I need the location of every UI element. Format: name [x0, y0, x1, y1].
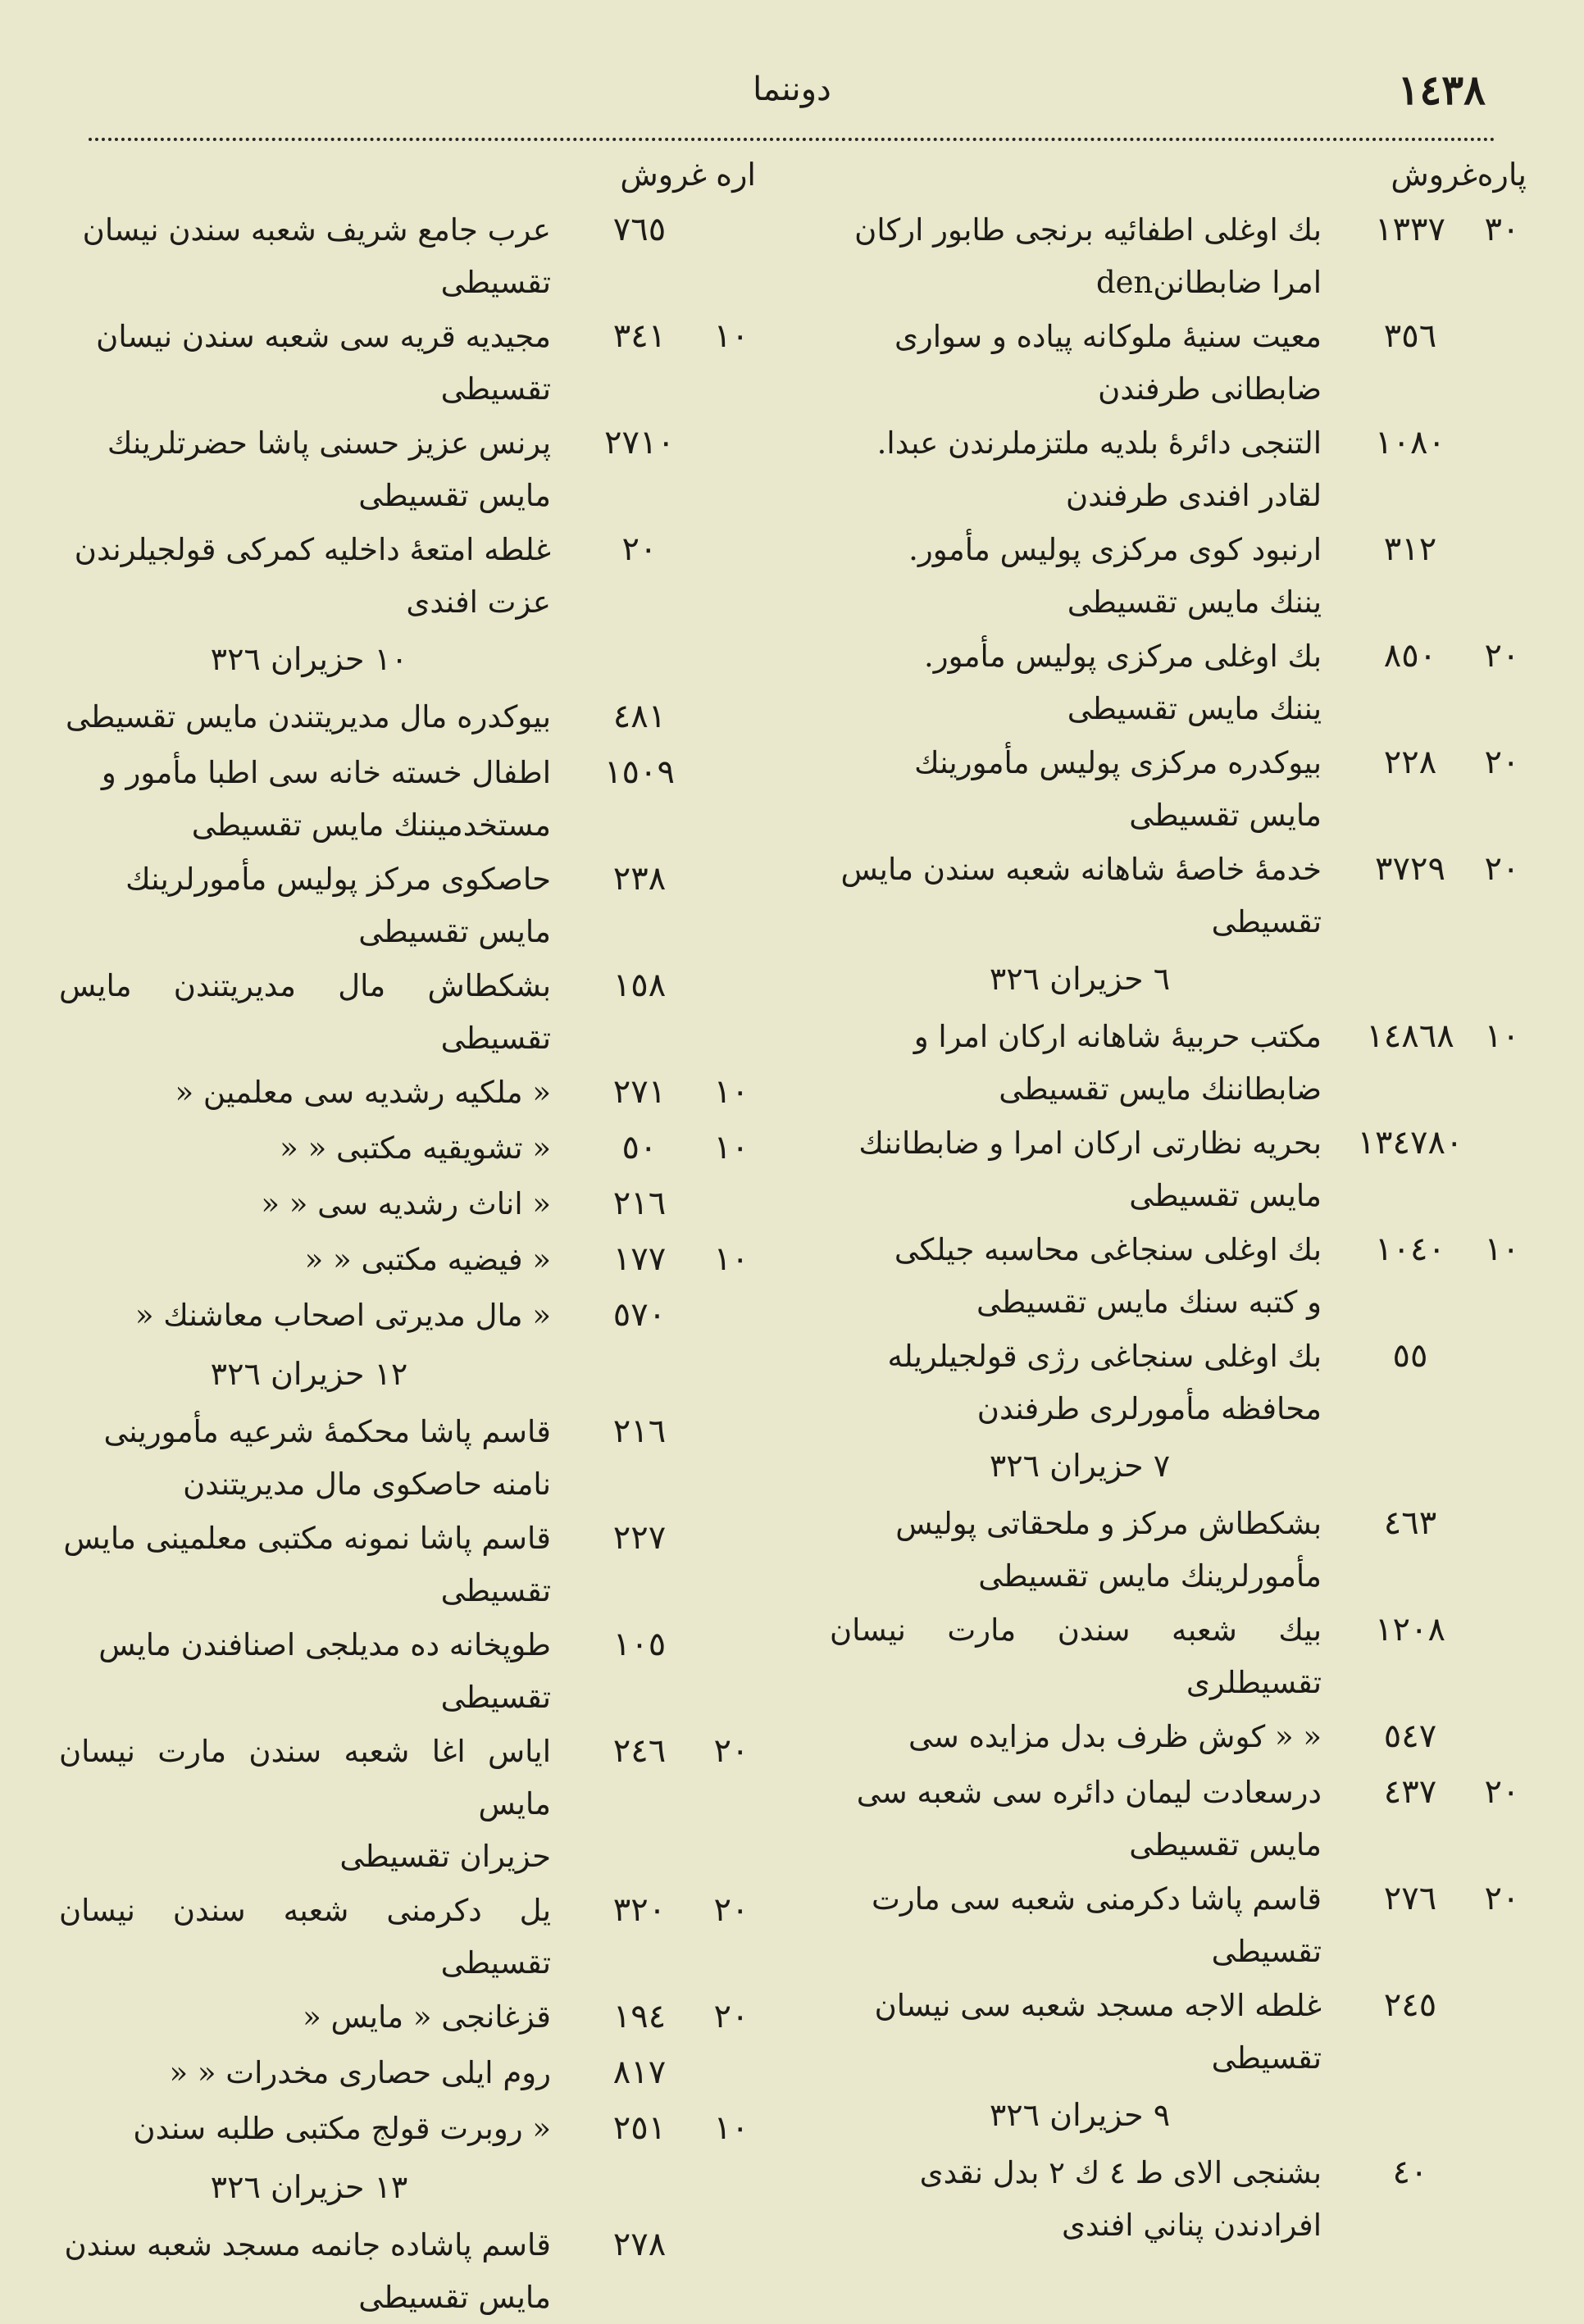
description-line: بيوكدره مال مديريتندن مايس تقسيطى — [66, 699, 551, 734]
entry-description — [59, 1234, 551, 1286]
ghurush-amount: ١٠٨٠ — [1375, 424, 1445, 462]
description-line: ضابطانى طرفندن — [1098, 371, 1322, 407]
ghurush-amount: ٣٤١ — [612, 317, 667, 355]
description-line: ضابطاننك مايس تقسيطى — [999, 1071, 1322, 1107]
entry-description — [830, 737, 1322, 842]
description-line: بشنجى الاى ط ٤ ك ٢ بدل نقدى — [919, 2155, 1322, 2190]
entry-description — [830, 524, 1322, 629]
entry-description — [59, 204, 551, 309]
description-line: عرب جامع شريف شعبه سندن نيسان — [82, 212, 551, 248]
description-line: تقسيطى — [440, 1680, 551, 1715]
description-line: معيت سنيهٔ ملوكانه پياده و سوارى — [894, 319, 1322, 354]
para-value: ١٠ — [1484, 1230, 1520, 1268]
description-line: طوپخانه ده مديلجى اصنافندن مايس — [98, 1627, 551, 1662]
entry-description — [59, 524, 551, 629]
ghurush-amount: ٣١٢ — [1383, 530, 1437, 568]
ghurush-amount: ٢٢٨ — [1383, 744, 1437, 781]
ledger-entry — [830, 204, 1527, 309]
entry-description — [830, 204, 1322, 309]
entry-description — [59, 2103, 551, 2155]
description-line: حاصكوى مركز پوليس مأمورلرينك — [125, 862, 551, 897]
entry-description — [59, 2047, 551, 2099]
ghurush-amount: ١٤٨٦٨ — [1366, 1017, 1454, 1055]
entry-description — [59, 960, 551, 1065]
entry-description — [59, 1122, 551, 1175]
description-line: بيك شعبه سندن مارت نيسان تقسيطلرى — [830, 1612, 1322, 1700]
entry-description — [830, 1980, 1322, 2085]
ghurush-amount: ٣٢٠ — [612, 1891, 667, 1929]
ledger-entry — [59, 1512, 756, 1617]
ghurush-amount: ١٠٤٠ — [1375, 1230, 1445, 1268]
description-line: « ملكيه رشديه سى معلمين « — [175, 1075, 551, 1110]
description-line: درسعادت ليمان دائره سى شعبه سى — [856, 1775, 1322, 1810]
description-line: تقسيطى — [1211, 2040, 1322, 2076]
ledger-entry — [59, 1122, 756, 1176]
date-heading: ١٢ حزيران ٣٢٦ — [210, 1356, 408, 1392]
entry-description — [59, 1991, 551, 2044]
description-line: اطفال خسته خانه سى اطبا مأمور و — [101, 755, 551, 790]
para-value: ٢٠ — [1484, 744, 1520, 781]
para-column-label: اره — [716, 157, 756, 193]
ledger-entry — [830, 417, 1527, 522]
ledger-entry — [59, 747, 756, 852]
ledger-entry — [59, 853, 756, 958]
ghurush-amount: ٥٤٧ — [1383, 1717, 1437, 1755]
entry-description — [59, 2219, 551, 2324]
ledger-entry — [59, 1234, 756, 1288]
para-value: ٢٠ — [1484, 637, 1520, 675]
para-value: ٣٠ — [1484, 211, 1520, 248]
ghurush-amount: ١٢٠٨ — [1375, 1611, 1445, 1649]
ledger-entry — [59, 204, 756, 309]
ledger-entry — [830, 1011, 1527, 1116]
entry-description — [59, 1406, 551, 1511]
para-value: ٢٠ — [1484, 1880, 1520, 1917]
ghurush-amount: ٧٦٥ — [612, 211, 667, 248]
ledger-entry — [830, 1873, 1527, 1978]
description-line: لقادر افندى طرفندن — [1066, 478, 1322, 513]
ghurush-column-label: غروش — [620, 157, 707, 193]
entry-description — [59, 1726, 551, 1883]
ghurush-amount: ٢٧٨ — [612, 2226, 667, 2263]
ghurush-amount: ١٥٠٩ — [604, 753, 675, 791]
description-line: تقسيطى — [440, 371, 551, 407]
description-line: بيوكدره مركزى پوليس مأمورينك — [914, 745, 1322, 780]
ledger-entry — [59, 2219, 756, 2324]
ledger-entry — [830, 1604, 1527, 1709]
ledger-entry — [59, 1289, 756, 1344]
entry-description — [59, 853, 551, 958]
ghurush-amount: ٢٧١٠ — [604, 424, 675, 462]
entry-description — [59, 1619, 551, 1724]
para-value: ١٠ — [1484, 1017, 1520, 1055]
entry-description — [59, 691, 551, 744]
entry-description — [830, 1224, 1322, 1329]
description-line: تقسيطى — [440, 1573, 551, 1608]
description-line: بشكطاش مال مديريتندن مايس تقسيطى — [59, 968, 551, 1056]
ghurush-amount: ٢٥١ — [612, 2109, 667, 2147]
description-line: يننك مايس تقسيطى — [1067, 584, 1322, 620]
column-header — [830, 152, 1527, 204]
para-value: ٢٠ — [713, 1891, 749, 1929]
description-line: نامنه حاصكوى مال مديريتندن — [183, 1467, 551, 1502]
ledger-entry — [59, 1619, 756, 1724]
header-title: دوننما — [753, 70, 831, 108]
entry-description — [59, 1289, 551, 1342]
entry-description — [830, 1604, 1322, 1709]
ledger-entry — [59, 1726, 756, 1883]
date-heading: ١٣ حزيران ٣٢٦ — [210, 2169, 408, 2205]
description-line: قاسم پاشا دكرمنى شعبه سى مارت — [871, 1881, 1322, 1917]
ledger-entry — [830, 1498, 1527, 1603]
ledger-entry — [59, 960, 756, 1065]
ghurush-amount: ٤٣٧ — [1383, 1773, 1437, 1811]
ledger-entry — [59, 524, 756, 629]
ghurush-amount: ٢٣٨ — [612, 860, 667, 898]
date-heading: ١٠ حزيران ٣٢٦ — [210, 641, 408, 677]
description-line: امرا ضابطاننden — [1095, 265, 1322, 300]
description-line: بك اوغلى اطفائيه برنجى طابور اركان — [854, 212, 1322, 248]
description-line: قزغانجى « مايس « — [303, 1999, 551, 2035]
description-line: بك اوغلى سنجاغى محاسبه جيلكى — [894, 1232, 1322, 1267]
description-line: قاسم پاشا محكمهٔ شرعيه مأمورينى — [103, 1414, 551, 1449]
ghurush-amount: ٢٠ — [621, 530, 658, 568]
para-value: ١٠ — [713, 317, 749, 355]
description-line: « تشويقيه مكتبى « « — [280, 1130, 551, 1166]
page-number: ١٤٣٨ — [1397, 66, 1486, 114]
ghurush-amount: ٤٨١ — [612, 698, 667, 735]
para-value: ٢٠ — [1484, 850, 1520, 888]
ghurush-amount: ٢٤٦ — [612, 1732, 667, 1770]
description-line: مستخدميننك مايس تقسيطى — [191, 807, 551, 843]
entry-description — [830, 417, 1322, 522]
description-line: مايس تقسيطى — [358, 2280, 551, 2315]
entry-description — [59, 311, 551, 416]
ledger-entry — [59, 1178, 756, 1232]
description-line: تقسيطى — [1211, 1934, 1322, 1969]
para-column-label: پاره — [1477, 157, 1527, 193]
description-line: قاسم پاشاده جانمه مسجد شعبه سندن — [64, 2227, 551, 2263]
ledger-entry — [59, 311, 756, 416]
ghurush-amount: ٢١٦ — [612, 1412, 667, 1450]
description-line: بشكطاش مركز و ملحقاتى پوليس — [895, 1506, 1322, 1541]
ledger-entry — [59, 1885, 756, 1990]
para-value: ٢٠ — [713, 1732, 749, 1770]
description-line: خدمهٔ خاصهٔ شاهانه شعبه سندن مايس — [840, 852, 1322, 887]
ghurush-amount: ٢٢٧ — [612, 1519, 667, 1557]
entry-description — [59, 1178, 551, 1230]
description-line: مايس تقسيطى — [358, 914, 551, 949]
ledger-entry — [59, 417, 756, 522]
entry-description — [830, 311, 1322, 416]
description-line: بك اوغلى مركزى پوليس مأمور. — [923, 639, 1322, 674]
ghurush-amount: ١٣٣٧ — [1375, 211, 1445, 248]
running-head — [90, 57, 1494, 123]
ledger-entry — [830, 630, 1527, 735]
description-line: « مال مديرتى اصحاب معاشنك « — [134, 1298, 551, 1333]
ghurush-amount: ٣٥٦ — [1383, 317, 1437, 355]
ledger-entry — [830, 1117, 1527, 1222]
description-line: يل دكرمنى شعبه سندن نيسان تقسيطى — [59, 1893, 551, 1981]
entry-description — [830, 1330, 1322, 1435]
ledger-entry — [830, 524, 1527, 629]
description-line: مأمورلرينك مايس تقسيطى — [978, 1558, 1322, 1594]
ledger-entry — [830, 2147, 1527, 2252]
para-value: ١٠ — [713, 1073, 749, 1111]
ledger-entry — [830, 1224, 1527, 1329]
ledger-entry — [830, 844, 1527, 948]
column-header — [59, 152, 756, 204]
ghurush-amount: ٤٦٣ — [1383, 1504, 1437, 1542]
description-line: مايس تقسيطى — [1129, 1178, 1322, 1213]
description-line: التنجى دائرهٔ بلديه ملتزملرندن عبدا. — [876, 425, 1322, 461]
entry-description — [830, 1498, 1322, 1603]
entry-description — [830, 2147, 1322, 2252]
description-line: مجيديه قريه سى شعبه سندن نيسان — [96, 319, 551, 354]
ghurush-amount: ١٥٨ — [612, 966, 667, 1004]
date-heading: ٦ حزيران ٣٢٦ — [989, 961, 1171, 997]
entry-description — [59, 1066, 551, 1119]
date-heading: ٩ حزيران ٣٢٦ — [989, 2097, 1171, 2133]
ledger-entry — [830, 1711, 1527, 1765]
description-line: عزت افندى — [406, 584, 551, 620]
ledger-entry — [59, 2103, 756, 2157]
entry-description — [830, 844, 1322, 948]
entry-description — [59, 417, 551, 522]
description-line: بحريه نظارتى اركان امرا و ضابطاننك — [858, 1126, 1322, 1161]
entry-description — [830, 1711, 1322, 1763]
description-line: و كتبه سنك مايس تقسيطى — [976, 1285, 1322, 1320]
date-heading: ٧ حزيران ٣٢٦ — [989, 1448, 1171, 1484]
description-line: ارنبود كوى مركزى پوليس مأمور. — [908, 532, 1322, 567]
para-value: ٢٠ — [713, 1998, 749, 2035]
ghurush-amount: ٨٥٠ — [1383, 637, 1437, 675]
para-value: ١٠ — [713, 1129, 749, 1167]
ghurush-amount: ٤٠ — [1392, 2153, 1428, 2191]
description-line: غلطه امتعهٔ داخليه كمركى قولجيلرندن — [74, 532, 551, 567]
description-line: مايس تقسيطى — [1129, 1827, 1322, 1862]
para-value: ١٠ — [713, 1240, 749, 1278]
description-line: « اناث رشديه سى « « — [261, 1186, 551, 1221]
description-line: مكتب حربيهٔ شاهانه اركان امرا و — [913, 1019, 1322, 1054]
description-line: اياس اغا شعبه سندن مارت نيسان مايس — [59, 1734, 551, 1821]
ledger-entry — [59, 691, 756, 745]
ledger-entry — [59, 1066, 756, 1121]
right-column — [830, 152, 1527, 2250]
ledger-entry — [830, 737, 1527, 842]
description-line: پرنس عزيز حسنى پاشا حضرتلرينك — [107, 425, 551, 461]
description-line: تقسيطى — [440, 265, 551, 300]
ghurush-amount: ١٧٧ — [612, 1240, 667, 1278]
entry-description — [59, 747, 551, 852]
entry-description — [830, 630, 1322, 735]
ledger-entry — [59, 1991, 756, 2045]
ledger-entry — [830, 1980, 1527, 2085]
entry-description — [59, 1885, 551, 1990]
description-line: محافظه مأمورلرى طرفندن — [976, 1391, 1322, 1426]
ghurush-amount: ١٩٤ — [612, 1998, 667, 2035]
description-line: « فيضيه مكتبى « « — [304, 1242, 551, 1277]
ghurush-amount: ٢٧١ — [612, 1073, 667, 1111]
description-line: قاسم پاشا نمونه مكتبى معلمينى مايس — [63, 1521, 551, 1556]
description-line: افرادندن پناني افندى — [1062, 2208, 1322, 2243]
ghurush-amount: ٥٧٠ — [612, 1296, 667, 1334]
entry-description — [59, 1512, 551, 1617]
ledger-entry — [59, 1406, 756, 1511]
description-line: حزيران تقسيطى — [339, 1839, 551, 1874]
description-line: مايس تقسيطى — [1129, 798, 1322, 833]
entry-description — [830, 1011, 1322, 1116]
description-line: غلطه الاجه مسجد شعبه سى نيسان — [874, 1988, 1322, 2023]
description-line: « « كوش ظرف بدل مزايده سى — [908, 1719, 1322, 1754]
para-value: ١٠ — [713, 2109, 749, 2147]
ghurush-amount: ٢٧٦ — [1383, 1880, 1437, 1917]
description-line: بك اوغلى سنجاغى رژى قولجيلريله — [887, 1339, 1322, 1374]
header-rule — [89, 138, 1495, 141]
left-column — [59, 152, 756, 2315]
ghurush-amount: ١٣٤٧٨٠ — [1357, 1124, 1463, 1162]
ledger-entry — [830, 1767, 1527, 1871]
ledger-entry — [830, 1330, 1527, 1435]
ghurush-amount: ١٠٥ — [612, 1626, 667, 1663]
ledger-entry — [59, 2047, 756, 2101]
ghurush-amount: ٨١٧ — [612, 2053, 667, 2091]
ghurush-amount: ٢٤٥ — [1383, 1986, 1437, 2024]
entry-description — [830, 1767, 1322, 1871]
entry-description — [830, 1873, 1322, 1978]
entry-description — [830, 1117, 1322, 1222]
ghurush-amount: ٢١٦ — [612, 1185, 667, 1222]
ghurush-column-label: غروش — [1391, 157, 1477, 193]
description-line: « روبرت قولج مكتبى طلبه سندن — [133, 2111, 551, 2146]
ghurush-amount: ٥٠ — [621, 1129, 658, 1167]
description-line: تقسيطى — [1211, 904, 1322, 939]
description-line: يننك مايس تقسيطى — [1067, 691, 1322, 726]
ghurush-amount: ٥٥ — [1392, 1337, 1428, 1375]
ledger-entry — [830, 311, 1527, 416]
ghurush-amount: ٣٧٢٩ — [1375, 850, 1445, 888]
para-value: ٢٠ — [1484, 1773, 1520, 1811]
description-line: روم ايلى حصارى مخدرات « « — [169, 2055, 551, 2090]
description-line: مايس تقسيطى — [358, 478, 551, 513]
